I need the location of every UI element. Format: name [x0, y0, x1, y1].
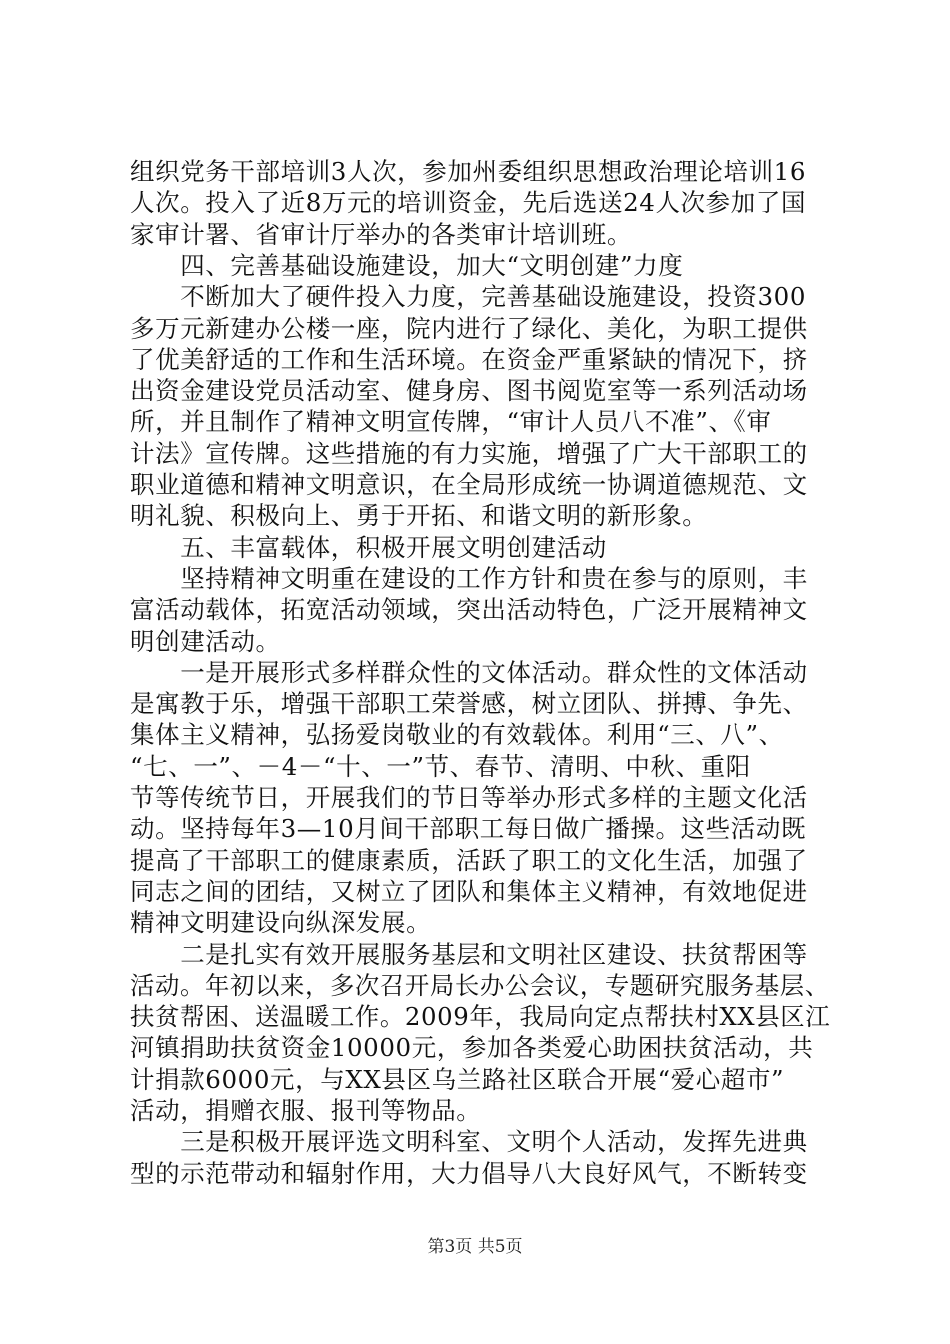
text-line: 二是扎实有效开展服务基层和文明社区建设、扶贫帮困等: [130, 939, 808, 969]
text-line: 人次。投入了近8万元的培训资金，先后选送24人次参加了国: [130, 188, 807, 218]
text-line: 同志之间的团结，又树立了团队和集体主义精神，有效地促进: [130, 876, 808, 906]
text-line: 活动。年初以来，多次召开局长办公会议，专题研究服务基层、: [130, 970, 830, 1000]
text-line: 五、丰富载体，积极开展文明创建活动: [130, 532, 607, 562]
text-line: 坚持精神文明重在建设的工作方针和贵在参与的原则，丰: [130, 563, 808, 593]
text-line: 是寓教于乐，增强干部职工荣誉感，树立团队、拼搏、争先、: [130, 689, 808, 719]
page-footer: 第3页 共5页: [427, 1237, 523, 1257]
text-line: 计法》宣传牌。这些措施的有力实施，增强了广大干部职工的: [130, 438, 808, 468]
text-line: 精神文明建设向纵深发展。: [130, 908, 432, 938]
text-line: 不断加大了硬件投入力度，完善基础设施建设，投资300: [130, 282, 807, 312]
text-line: 提高了干部职工的健康素质，活跃了职工的文化生活，加强了: [130, 845, 808, 875]
text-line: 组织党务干部培训3人次，参加州委组织思想政治理论培训16: [130, 157, 807, 186]
text-line: 明创建活动。: [130, 626, 281, 656]
text-line: 一是开展形式多样群众性的文体活动。群众性的文体活动: [130, 657, 808, 687]
text-line: 集体主义精神，弘扬爱岗敬业的有效载体。利用“三、八”、: [130, 720, 784, 750]
text-line: “七、一”、－4－“十、一”节、春节、清明、中秋、重阳: [130, 751, 751, 781]
text-line: 扶贫帮困、送温暖工作。2009年，我局向定点帮扶村XX县区江: [130, 1002, 831, 1032]
text-line: 职业道德和精神文明意识，在全局形成统一协调道德规范、文: [130, 470, 808, 499]
text-line: 三是积极开展评选文明科室、文明个人活动，发挥先进典: [130, 1127, 808, 1157]
text-line: 河镇捐助扶贫资金10000元，参加各类爱心助困扶贫活动，共: [130, 1033, 814, 1063]
text-line: 活动，捐赠衣服、报刊等物品。: [130, 1096, 482, 1125]
text-line: 了优美舒适的工作和生活环境。在资金严重紧缺的情况下，挤: [130, 344, 808, 374]
text-line: 富活动载体，拓宽活动领域，突出活动特色，广泛开展精神文: [130, 595, 808, 625]
text-line: 出资金建设党员活动室、健身房、图书阅览室等一系列活动场: [130, 376, 808, 406]
text-line: 四、完善基础设施建设，加大“文明创建”力度: [130, 250, 684, 280]
text-line: 计捐款6000元，与XX县区乌兰路社区联合开展“爱心超市”: [130, 1064, 785, 1094]
text-line: 家审计署、省审计厅举办的各类审计培训班。: [130, 219, 632, 249]
text-line: 型的示范带动和辐射作用，大力倡导八大良好风气，不断转变: [130, 1158, 808, 1188]
text-line: 动。坚持每年3—10月间干部职工每日做广播操。这些活动既: [130, 814, 807, 844]
text-line: 所，并且制作了精神文明宣传牌，“审计人员八不准”、《审: [130, 407, 772, 437]
text-line: 多万元新建办公楼一座，院内进行了绿化、美化，为职工提供: [130, 313, 808, 343]
text-line: 明礼貌、积极向上、勇于开拓、和谐文明的新形象。: [130, 501, 708, 531]
text-line: 节等传统节日，开展我们的节日等举办形式多样的主题文化活: [130, 783, 808, 812]
